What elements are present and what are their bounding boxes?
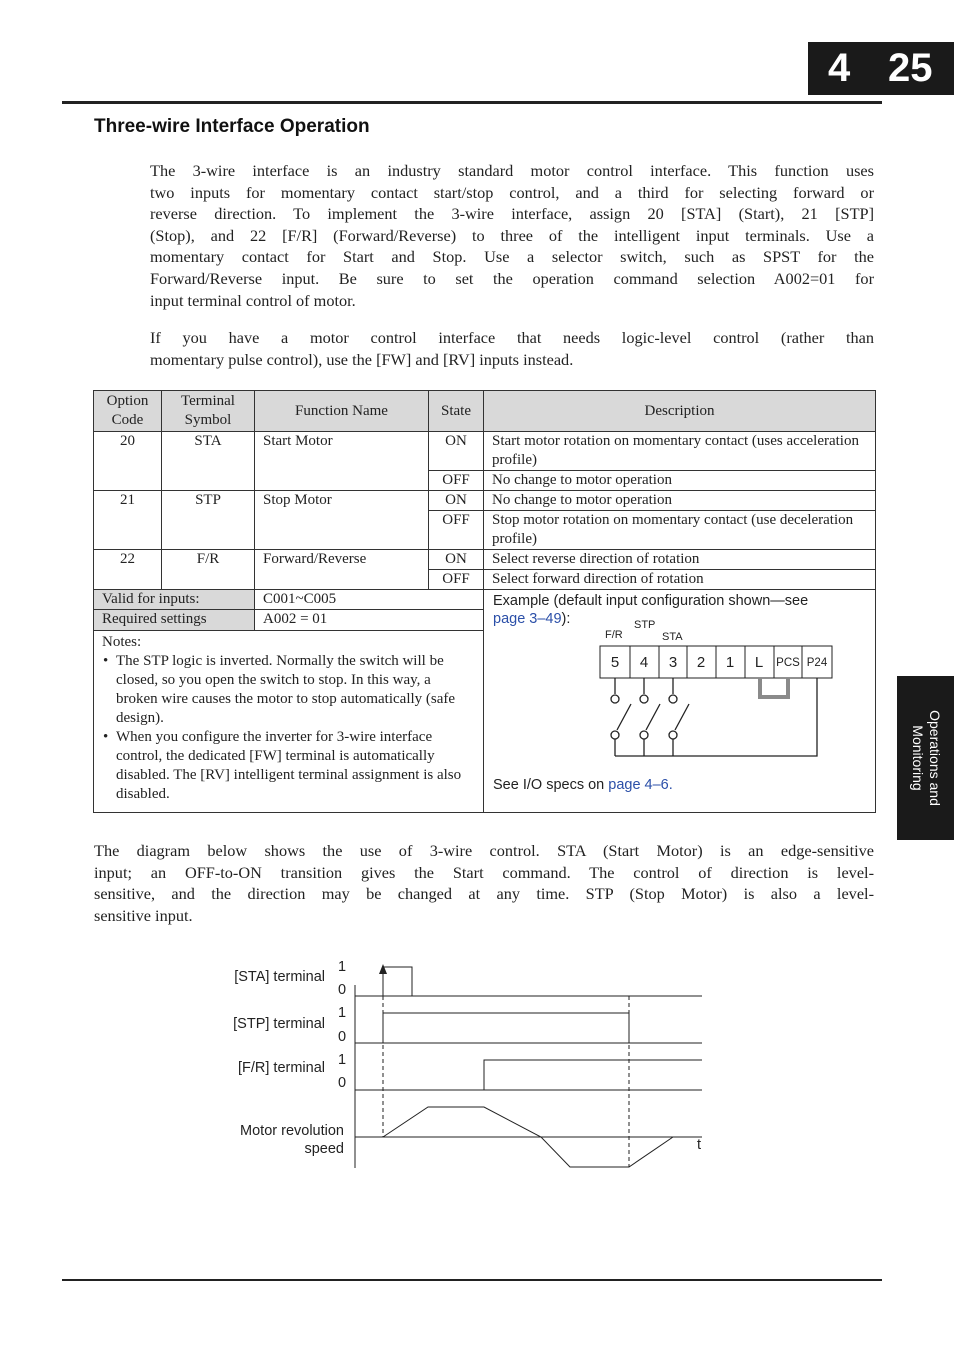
state: OFF <box>429 570 484 590</box>
notes-list <box>102 652 475 804</box>
state: ON <box>429 491 484 511</box>
para-line: Forward/Reverse input. Be sure to set the operation command selection A002=01 for <box>150 268 874 288</box>
fr-level-one: 1 <box>338 1052 347 1068</box>
option-code: 22 <box>94 550 162 590</box>
logic-level-paragraph <box>150 327 874 370</box>
stp-level-zero: 0 <box>338 1029 347 1045</box>
terminal-5: 5 <box>610 654 620 671</box>
note-item: • The STP logic is inverted. Normally the switch will be closed, so you open the switch to stop. In this way, a broken wire causes the motor to stop automatically (safe design). <box>116 652 475 728</box>
terminal-symbol: F/R <box>162 550 255 590</box>
description: Stop motor rotation on momentary contact (use deceleration profile) <box>484 511 876 550</box>
motor-speed-label <box>240 1122 344 1158</box>
example-suffix: ): <box>561 611 571 627</box>
notes-title: Notes: <box>102 633 142 650</box>
header-function-name: Function Name <box>255 391 429 432</box>
description: Start motor rotation on momentary contact (uses acceleration profile) <box>484 432 876 471</box>
sta-level-one: 1 <box>338 959 347 975</box>
side-tab-line: Monitoring <box>909 725 926 791</box>
chapter-page-box <box>808 42 954 95</box>
top-rule <box>62 101 882 104</box>
switch-contact <box>611 695 619 703</box>
description: No change to motor operation <box>484 471 876 491</box>
stp-signal <box>383 1013 629 1043</box>
terminal-symbol: STP <box>162 491 255 550</box>
chapter-number: 4 <box>828 46 851 90</box>
para-line: sensitive input. <box>94 905 193 925</box>
table-row <box>94 491 876 511</box>
switch-contact <box>669 731 677 739</box>
state: OFF <box>429 511 484 550</box>
function-name: Forward/Reverse <box>255 550 429 590</box>
terminal-symbol: STA <box>162 432 255 491</box>
note-item: • When you configure the inverter for 3-wire interface control, the dedicated [FW] terminal is automatically disabled. The [RV] intelligent terminal assignment is also disabled. <box>116 728 475 804</box>
state: OFF <box>429 471 484 491</box>
notes-cell <box>94 630 484 812</box>
state: ON <box>429 550 484 570</box>
side-tab <box>897 676 954 840</box>
header-terminal-symbol: Terminal Symbol <box>162 391 255 432</box>
section-title: Three-wire Interface Operation <box>94 116 370 137</box>
intro-paragraph <box>150 160 874 311</box>
option-table <box>93 390 876 813</box>
jumper <box>760 678 788 697</box>
terminal-3: 3 <box>668 654 678 671</box>
io-specs-prefix: See I/O specs on <box>493 777 609 793</box>
para-line: momentary pulse control), use the [FW] and [RV] inputs instead. <box>150 349 574 369</box>
table-row <box>94 550 876 570</box>
para-line: sensitive, and the direction may be changed at any time. STP (Stop Motor) is also a level- <box>94 884 874 904</box>
switch-contact <box>640 695 648 703</box>
table-row <box>94 590 876 610</box>
wiring-example <box>484 590 875 812</box>
fr-terminal-label: [F/R] terminal <box>237 1060 325 1076</box>
terminal-4: 4 <box>639 654 649 671</box>
stp-switch <box>646 704 660 730</box>
description: Select forward direction of rotation <box>484 570 876 590</box>
function-name: Stop Motor <box>255 491 429 550</box>
description: No change to motor operation <box>484 491 876 511</box>
required-settings-label: Required settings <box>94 610 255 630</box>
valid-inputs-label: Valid for inputs: <box>94 590 255 610</box>
sta-level-zero: 0 <box>338 982 347 998</box>
bottom-rule <box>62 1279 882 1281</box>
side-tab-line: Operations and <box>926 710 943 806</box>
terminal-2: 2 <box>696 654 706 671</box>
description: Select reverse direction of rotation <box>484 550 876 570</box>
fr-level-zero: 0 <box>338 1075 347 1091</box>
para-line: The 3-wire interface is an industry standard motor control interface. This function uses <box>150 161 874 180</box>
terminal-pcs: PCS <box>776 657 800 669</box>
fr-label: F/R <box>605 629 623 641</box>
motor-label-line: Motor revolution <box>240 1123 344 1139</box>
header-option-code: Option Code <box>94 391 162 432</box>
fr-switch <box>617 704 631 730</box>
header-state: State <box>429 391 484 432</box>
stp-label: STP <box>634 619 656 631</box>
motor-label-line: speed <box>304 1141 344 1157</box>
para-line: two inputs for momentary contact start/stop control, and a third for selecting forward or <box>150 182 874 202</box>
option-code: 21 <box>94 491 162 550</box>
timing-paragraph <box>94 840 874 926</box>
terminal-p24: P24 <box>806 657 828 669</box>
time-axis-label: t <box>697 1137 702 1153</box>
para-line: (Stop), and 22 [F/R] (Forward/Reverse) to three of the intelligent input terminals. Use a <box>150 225 874 245</box>
example-prefix: Example (default input configuration shown—see <box>493 593 809 609</box>
sta-pulse <box>383 967 412 996</box>
para-line: reverse direction. To implement the 3-wire interface, assign 20 [STA] (Start), 21 [STP] <box>150 204 874 224</box>
sta-edge-arrow <box>379 964 387 974</box>
table-row <box>94 432 876 471</box>
state: ON <box>429 432 484 471</box>
para-line: If you have a motor control interface that needs logic-level control (rather than <box>150 328 874 347</box>
para-line: input; an OFF-to-ON transition gives the Start command. The control of direction is level- <box>94 862 874 882</box>
para-line: input terminal control of motor. <box>150 290 356 310</box>
header-description: Description <box>484 391 876 432</box>
terminal-l: L <box>754 654 764 671</box>
sta-switch <box>675 704 689 730</box>
switch-contact <box>611 731 619 739</box>
para-line: momentary contact for Start and Stop. Use a selector switch, such as SPST for the <box>150 247 874 267</box>
side-tab-text <box>909 710 943 806</box>
timing-diagram <box>340 955 720 1175</box>
stp-level-one: 1 <box>338 1005 347 1021</box>
terminal-1: 1 <box>725 654 735 671</box>
sta-terminal-label: [STA] terminal <box>234 969 325 985</box>
fr-signal <box>484 1060 702 1090</box>
page-4-6-link[interactable]: page 4–6. <box>608 777 673 793</box>
valid-inputs-value: C001~C005 <box>255 590 484 610</box>
sta-label: STA <box>662 631 683 643</box>
para-line: The diagram below shows the use of 3-wire control. STA (Start Motor) is an edge-sensitive <box>94 841 874 860</box>
function-name: Start Motor <box>255 432 429 491</box>
option-code: 20 <box>94 432 162 491</box>
required-settings-value: A002 = 01 <box>255 610 484 630</box>
switch-contact <box>669 695 677 703</box>
page-3-49-link[interactable]: page 3–49 <box>493 611 562 627</box>
example-cell <box>484 590 876 813</box>
switch-contact <box>640 731 648 739</box>
io-specs-caption <box>493 776 673 795</box>
page-number: 25 <box>888 46 933 90</box>
stp-terminal-label: [STP] terminal <box>233 1016 325 1032</box>
